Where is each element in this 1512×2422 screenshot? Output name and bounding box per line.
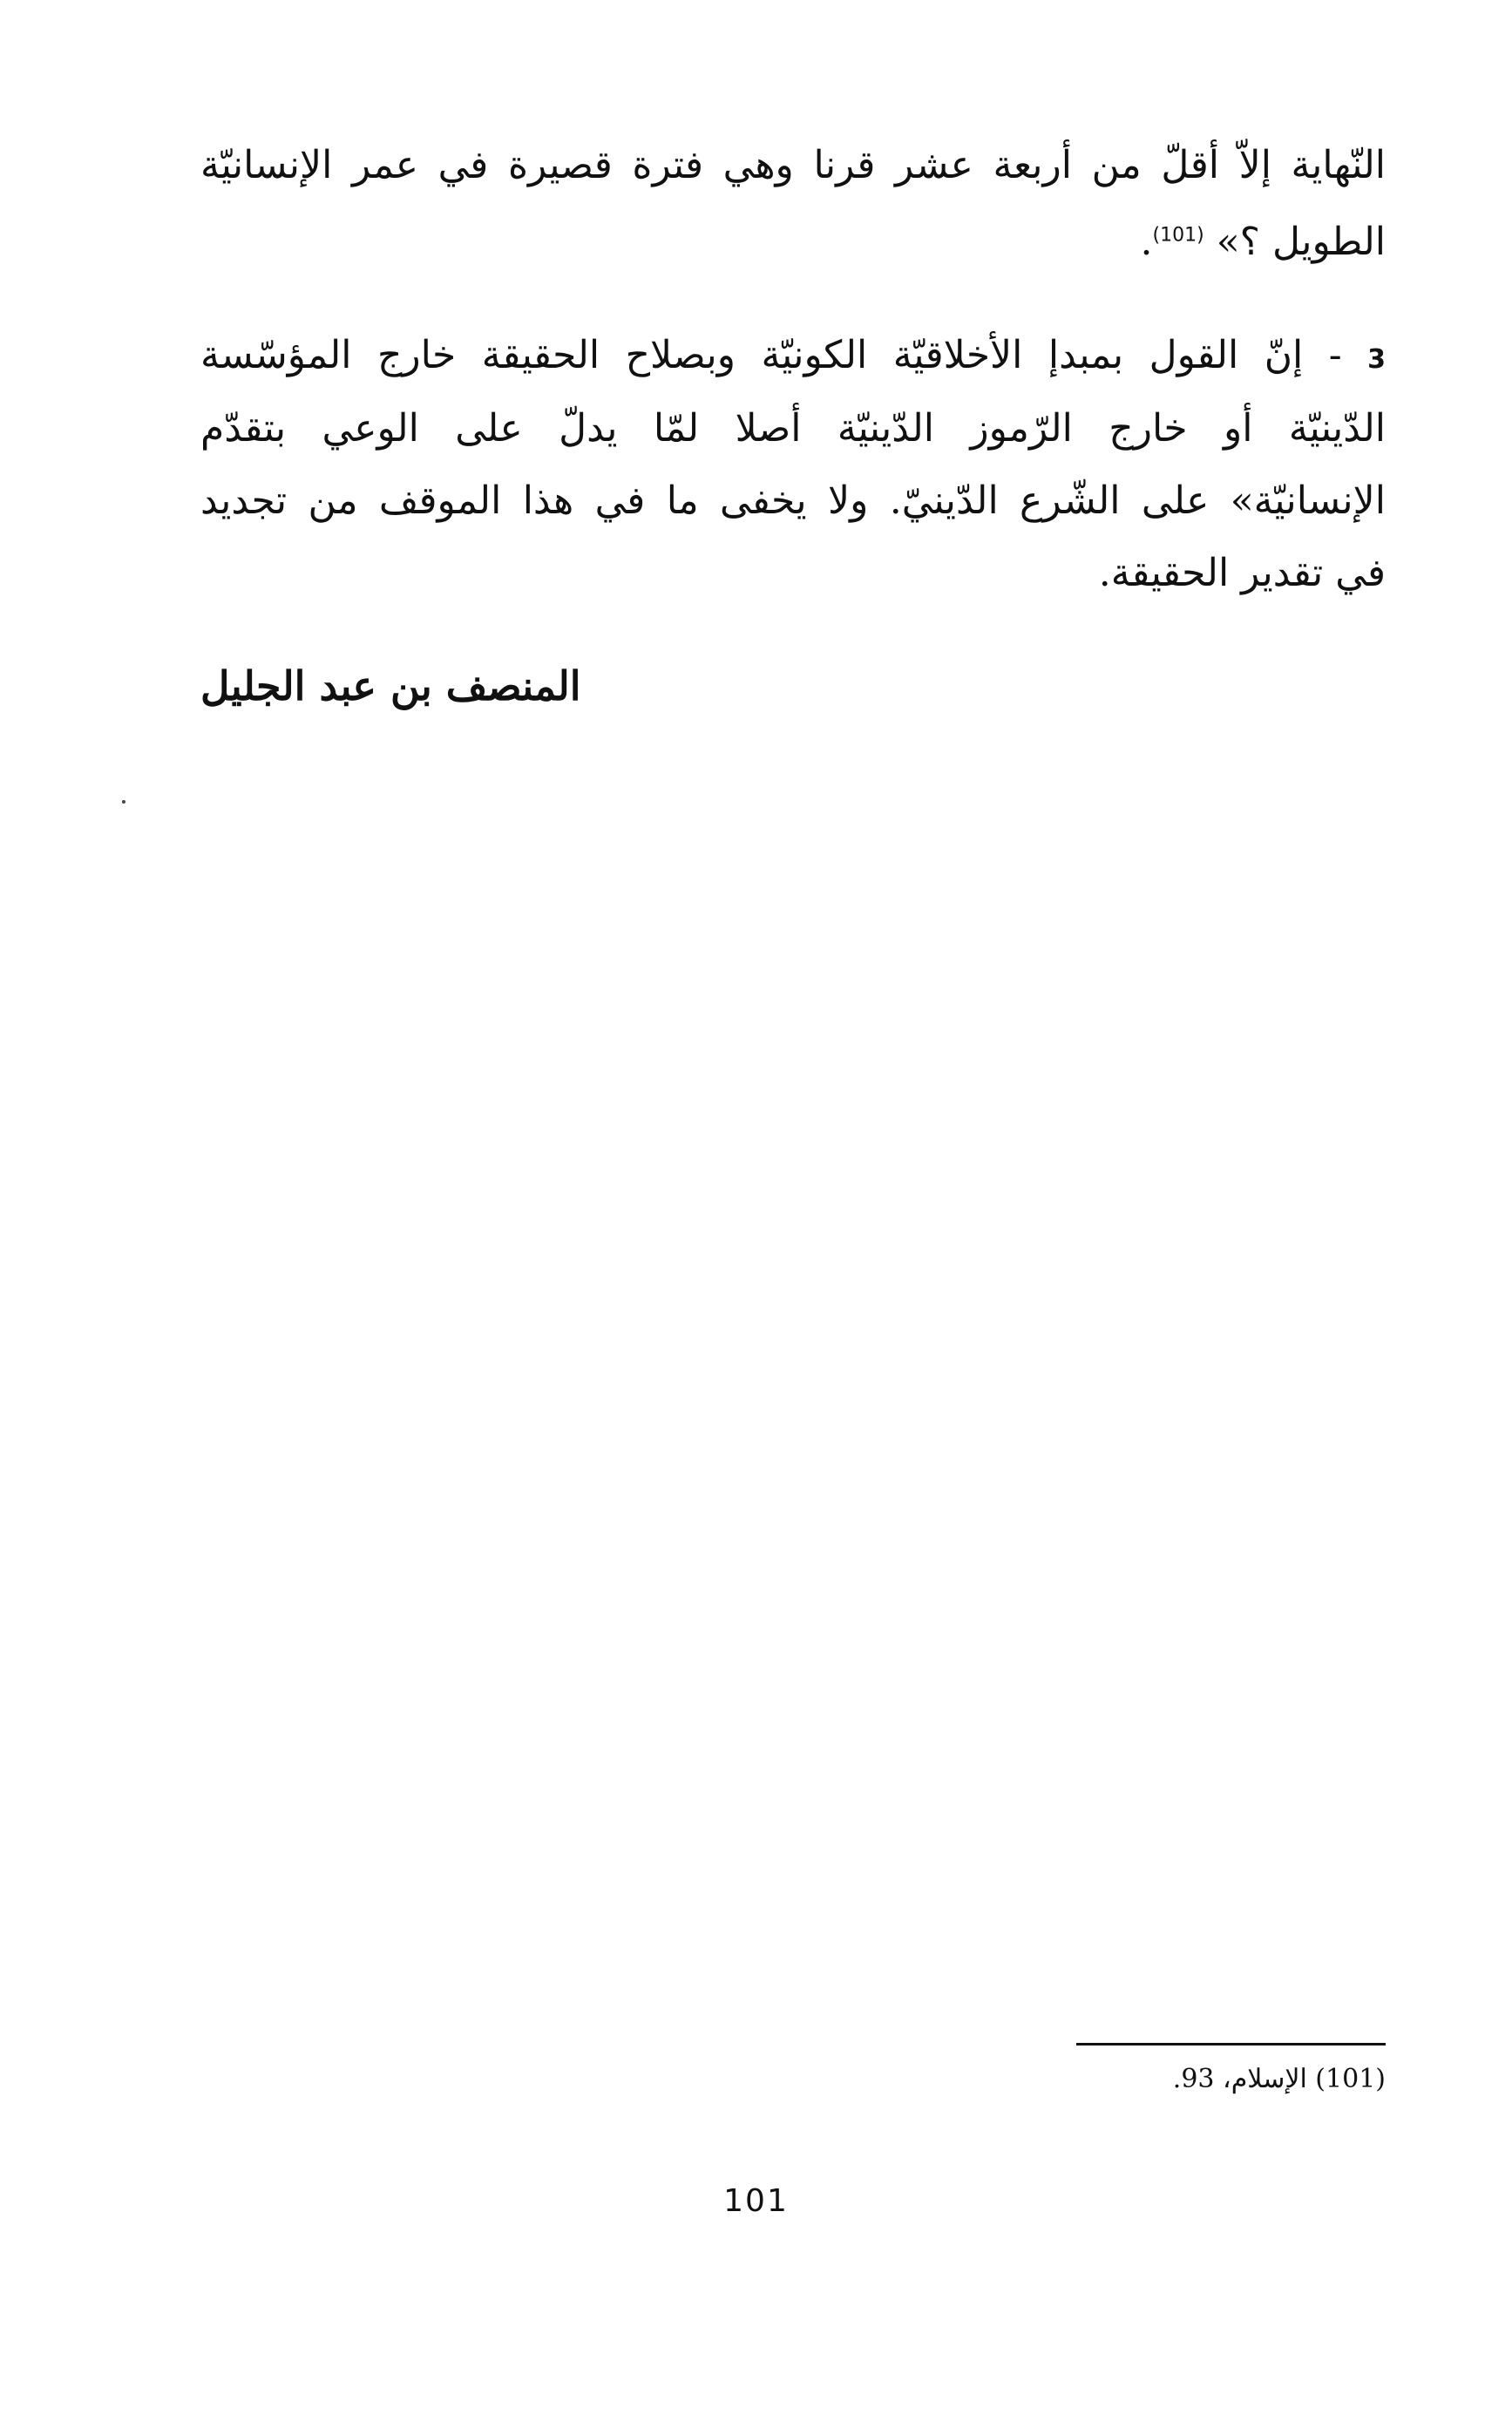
page-number: 101 — [723, 2183, 789, 2219]
footnote: (101) الإسلام، 93. — [1172, 2064, 1386, 2094]
item-number: 3 — [1367, 344, 1386, 375]
scan-speck — [122, 800, 125, 804]
text-run: النّهاية إلاّ أقلّ من أربعة عشر قرنا وهي فترة قصيرة في عمر الإنسانيّة — [200, 143, 1386, 187]
text-run: . — [1140, 220, 1153, 264]
text-run: الدّينيّة أو خارج الرّموز الدّينيّة أصلا لمّا يدلّ على الوعي بتقدّم — [200, 406, 1386, 451]
paragraph-2-line-1 — [200, 333, 1386, 377]
footnote-reference: (101) — [1152, 224, 1204, 247]
footnote-divider — [1076, 2043, 1386, 2045]
paragraph-1-line-1 — [200, 143, 1386, 187]
text-run: الطويل ؟» — [1216, 220, 1386, 264]
paragraph-2-line-4 — [200, 551, 1386, 595]
paragraph-2-line-2 — [200, 406, 1386, 451]
text-run: في تقدير الحقيقة. — [1098, 551, 1386, 595]
text-run: - إنّ القول بمبدإ الأخلاقيّة الكونيّة وبصلاح الحقيقة خارج المؤسّسة — [200, 333, 1342, 377]
text-run: الإنسانيّة» على الشّرع الدّينيّ. ولا يخفى ما في هذا الموقف من تجديد — [200, 478, 1386, 523]
paragraph-2-line-3 — [200, 478, 1386, 523]
author-signature: المنصف بن عبد الجليل — [200, 662, 581, 709]
paragraph-1-line-2 — [200, 220, 1386, 264]
